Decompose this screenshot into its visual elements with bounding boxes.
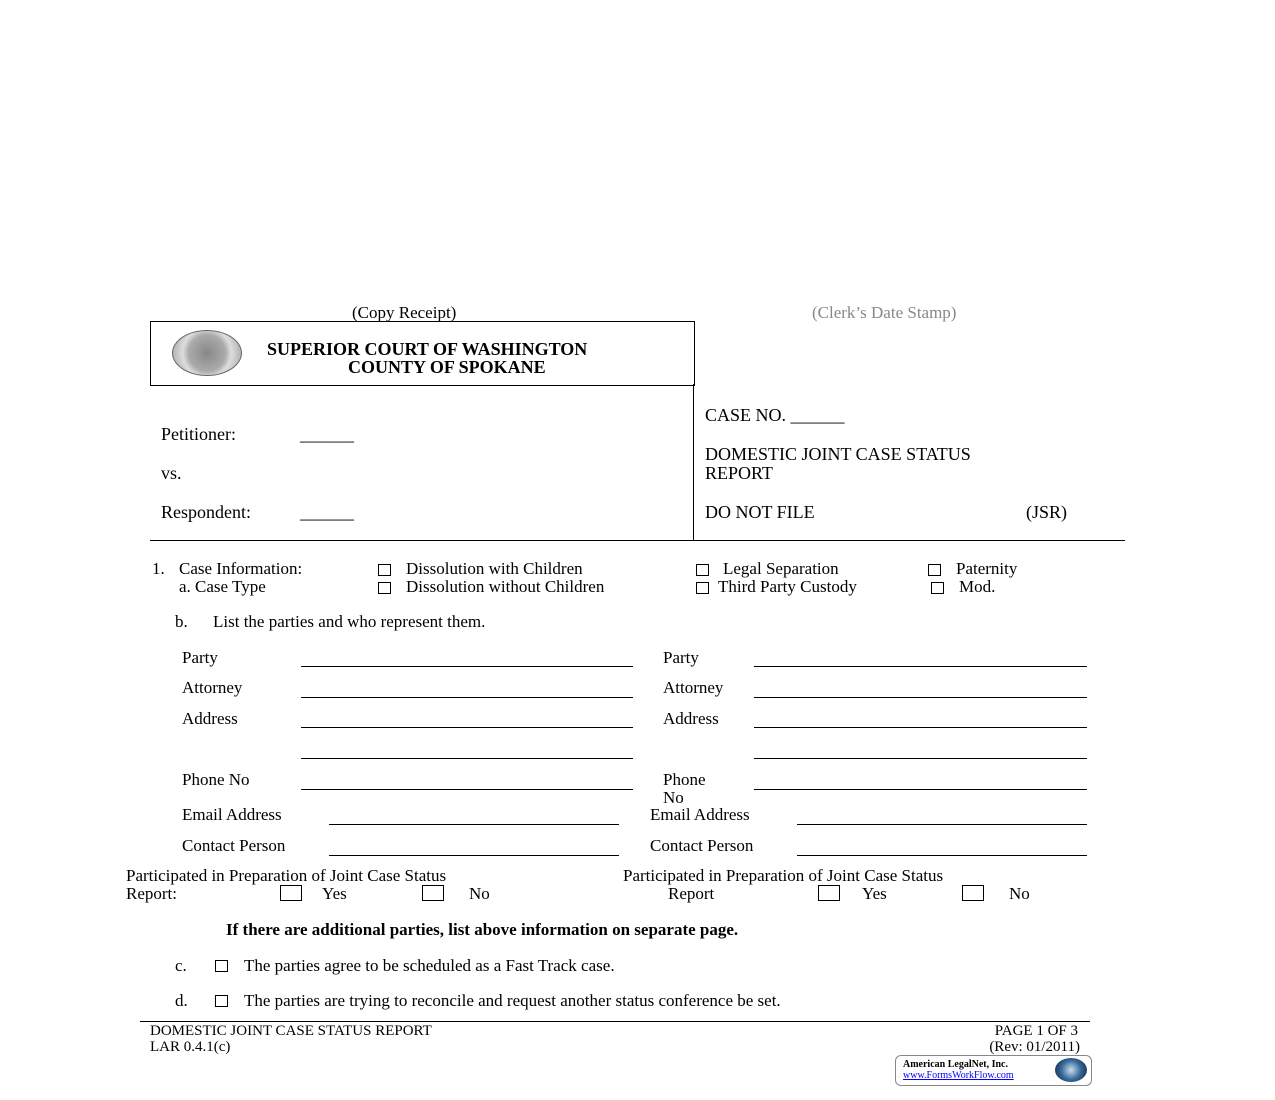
no-label: No	[1009, 884, 1030, 903]
form-title-line2: REPORT	[705, 463, 773, 483]
revision-date: (Rev: 01/2011)	[989, 1039, 1080, 1055]
checkbox-reconcile[interactable]	[215, 995, 228, 1007]
footer-rule	[140, 1021, 1090, 1022]
copy-receipt-label: (Copy Receipt)	[352, 303, 457, 322]
option-label: Dissolution without Children	[406, 577, 605, 596]
party-label: Party	[182, 648, 218, 667]
address-label: Address	[663, 709, 719, 728]
case-number[interactable]: CASE NO. ______	[705, 405, 845, 425]
respondent-label: Respondent:	[161, 502, 251, 522]
vs-label: vs.	[161, 463, 182, 483]
do-not-file: DO NOT FILE	[705, 502, 815, 522]
petitioner-field[interactable]: ______	[300, 424, 354, 444]
email-field[interactable]	[797, 824, 1087, 825]
contact-field[interactable]	[329, 855, 619, 856]
checkbox-paternity[interactable]	[928, 564, 941, 576]
party-field[interactable]	[754, 666, 1087, 667]
respondent-field[interactable]: ______	[300, 502, 354, 522]
item-b-letter: b.	[175, 612, 188, 631]
court-seal-icon	[172, 330, 242, 376]
court-name: SUPERIOR COURT OF WASHINGTON	[267, 339, 588, 359]
phone-label: Phone	[663, 770, 706, 789]
attorney-field[interactable]	[301, 697, 633, 698]
option-label: Mod.	[959, 577, 996, 596]
phone-label: Phone No	[182, 770, 250, 789]
checkbox-modification[interactable]	[931, 582, 944, 594]
item-d-text: The parties are trying to reconcile and request another status conference be set.	[244, 991, 781, 1010]
option-label: Third Party Custody	[718, 577, 857, 596]
globe-icon	[1055, 1058, 1087, 1082]
email-label: Email Address	[182, 805, 282, 824]
option-label: Dissolution with Children	[406, 559, 583, 578]
legalnet-logo[interactable]	[895, 1055, 1092, 1086]
checkbox-third-party-custody[interactable]	[696, 582, 709, 594]
additional-parties-note: If there are additional parties, list above information on separate page.	[226, 920, 739, 939]
address-label: Address	[182, 709, 238, 728]
footer-title: DOMESTIC JOINT CASE STATUS REPORT	[150, 1023, 432, 1039]
attorney-field[interactable]	[754, 697, 1087, 698]
item-c-letter: c.	[175, 956, 187, 975]
participated-label: Participated in Preparation of Joint Case Status	[126, 866, 447, 885]
logo-name: American LegalNet, Inc.	[903, 1059, 1008, 1070]
no-label: No	[469, 884, 490, 903]
party-field[interactable]	[301, 666, 633, 667]
checkbox-fast-track[interactable]	[215, 960, 228, 972]
item-d-letter: d.	[175, 991, 188, 1010]
item-b-text: List the parties and who represent them.	[213, 612, 486, 631]
contact-label: Contact Person	[650, 836, 754, 855]
item-c-text: The parties agree to be scheduled as a Fast Track case.	[244, 956, 615, 975]
case-info-label: Case Information:	[179, 559, 303, 578]
page-number: PAGE 1 OF 3	[994, 1023, 1078, 1039]
address-field[interactable]	[301, 727, 633, 728]
email-label: Email Address	[650, 805, 750, 824]
email-field[interactable]	[329, 824, 619, 825]
option-label: Legal Separation	[723, 559, 839, 578]
participated-label-2: Report:	[126, 884, 177, 903]
attorney-label: Attorney	[663, 678, 724, 697]
phone-field[interactable]	[754, 789, 1087, 790]
contact-field[interactable]	[797, 855, 1087, 856]
checkbox-dissolution-no-children[interactable]	[378, 582, 391, 594]
attorney-label: Attorney	[182, 678, 243, 697]
yes-label: Yes	[862, 884, 887, 903]
participated-label-2: Report	[668, 884, 715, 903]
phone-label-no: No	[663, 788, 684, 807]
contact-label: Contact Person	[182, 836, 286, 855]
checkbox-legal-separation[interactable]	[696, 564, 709, 576]
footer-rule-number: LAR 0.4.1(c)	[150, 1039, 231, 1055]
clerk-stamp-label: (Clerk’s Date Stamp)	[812, 303, 957, 322]
logo-url[interactable]: www.FormsWorkFlow.com	[903, 1070, 1014, 1081]
county-name: COUNTY OF SPOKANE	[348, 357, 546, 377]
address-field-line2[interactable]	[754, 758, 1087, 759]
jsr-label: (JSR)	[1026, 502, 1068, 522]
section-number: 1.	[152, 559, 165, 578]
yes-label: Yes	[322, 884, 347, 903]
checkbox-participated-no[interactable]	[962, 885, 984, 901]
case-type-label: a. Case Type	[179, 577, 266, 596]
checkbox-participated-yes[interactable]	[818, 885, 840, 901]
address-field[interactable]	[754, 727, 1087, 728]
address-field-line2[interactable]	[301, 758, 633, 759]
form-title-line1: DOMESTIC JOINT CASE STATUS	[705, 444, 971, 464]
option-label: Paternity	[956, 559, 1018, 578]
phone-field[interactable]	[301, 789, 633, 790]
participated-label: Participated in Preparation of Joint Case Status	[623, 866, 944, 885]
petitioner-label: Petitioner:	[161, 424, 236, 444]
caption-bottom-rule	[150, 540, 1125, 541]
checkbox-participated-no[interactable]	[422, 885, 444, 901]
checkbox-dissolution-children[interactable]	[378, 564, 391, 576]
checkbox-participated-yes[interactable]	[280, 885, 302, 901]
caption-divider	[693, 384, 694, 540]
party-label: Party	[663, 648, 699, 667]
